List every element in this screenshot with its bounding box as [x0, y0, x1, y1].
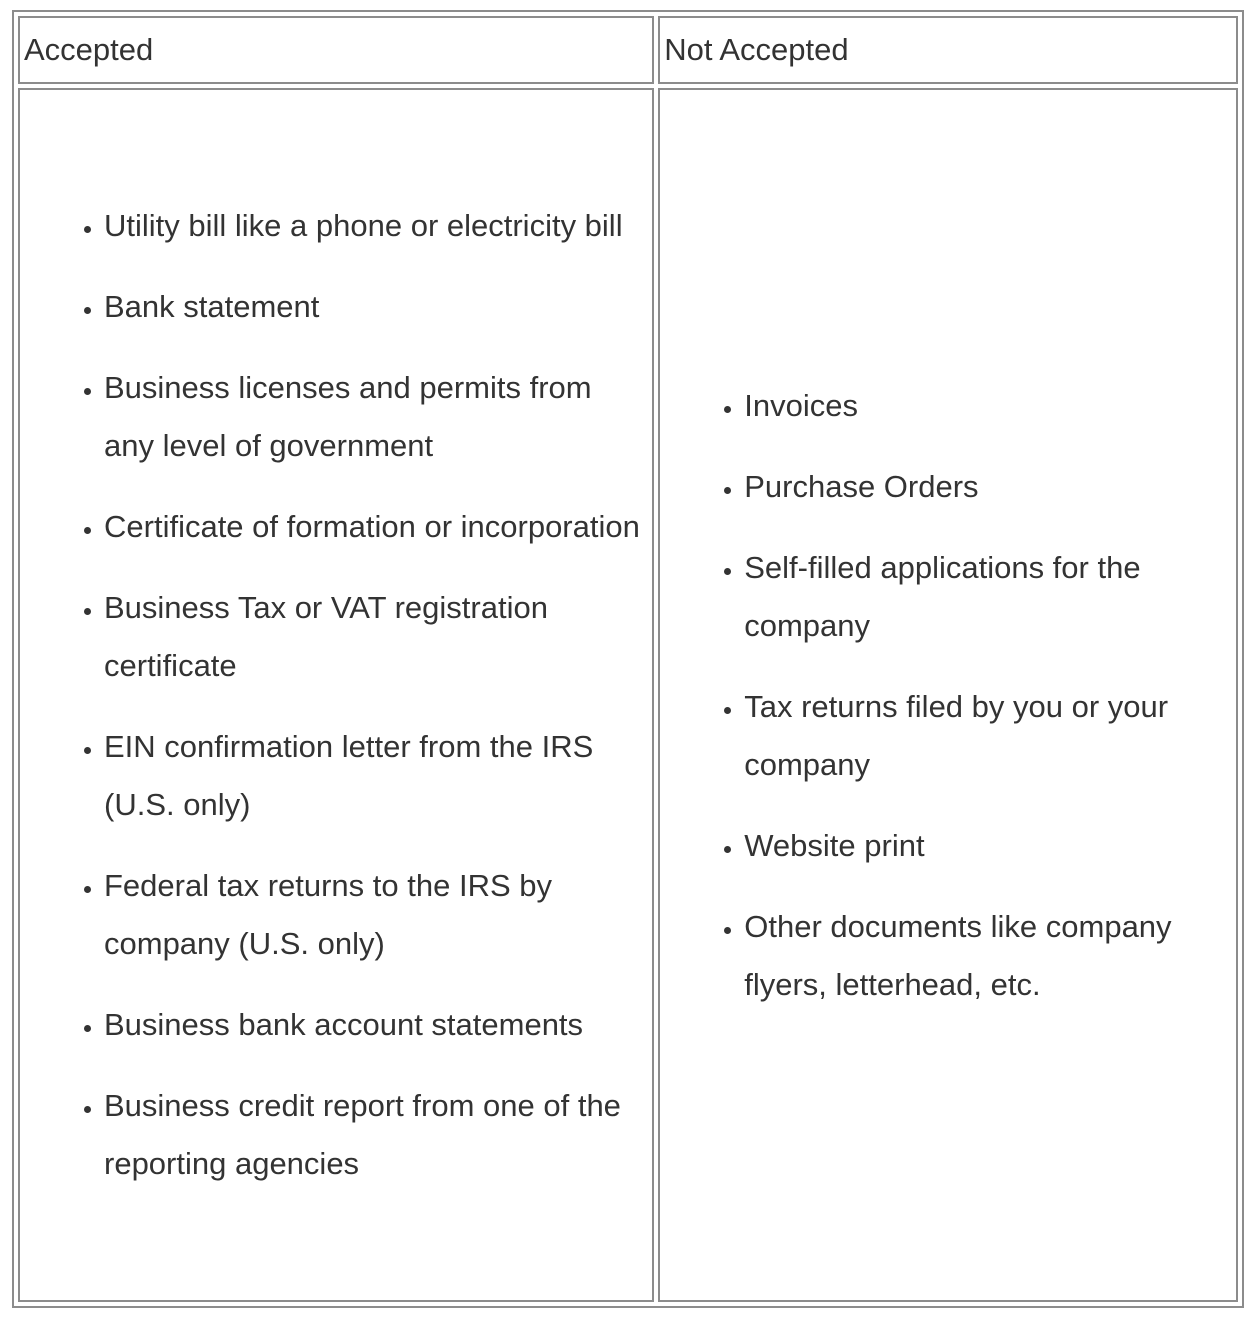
body-row: [18, 88, 1238, 1302]
list-item: • EIN confirmation letter from the IRS (U.S. only): [104, 718, 644, 834]
accepted-cell: [18, 88, 654, 1302]
list-item: • Business licenses and permits from any level of government: [104, 359, 644, 475]
documents-table: [12, 10, 1244, 1308]
list-item: • Bank statement: [104, 278, 644, 336]
list-item: • Website print: [744, 817, 1224, 875]
list-item: • Business credit report from one of the reporting agencies: [104, 1077, 644, 1193]
not-accepted-list: [660, 377, 1224, 1014]
list-item: • Business bank account statements: [104, 996, 644, 1054]
accepted-list: [20, 197, 644, 1193]
header-not-accepted: Not Accepted: [658, 16, 1238, 84]
list-item: • Invoices: [744, 377, 1224, 435]
list-item: • Other documents like company flyers, letterhead, etc.: [744, 898, 1224, 1014]
list-item: • Purchase Orders: [744, 458, 1224, 516]
not-accepted-cell: [658, 88, 1238, 1302]
header-row: [18, 16, 1238, 84]
list-item: • Self-filled applications for the company: [744, 539, 1224, 655]
list-item: • Business Tax or VAT registration certificate: [104, 579, 644, 695]
list-item: • Utility bill like a phone or electricity bill: [104, 197, 644, 255]
list-item: • Federal tax returns to the IRS by company (U.S. only): [104, 857, 644, 973]
header-accepted: Accepted: [18, 16, 654, 84]
list-item: • Certificate of formation or incorporation: [104, 498, 644, 556]
list-item: • Tax returns filed by you or your company: [744, 678, 1224, 794]
